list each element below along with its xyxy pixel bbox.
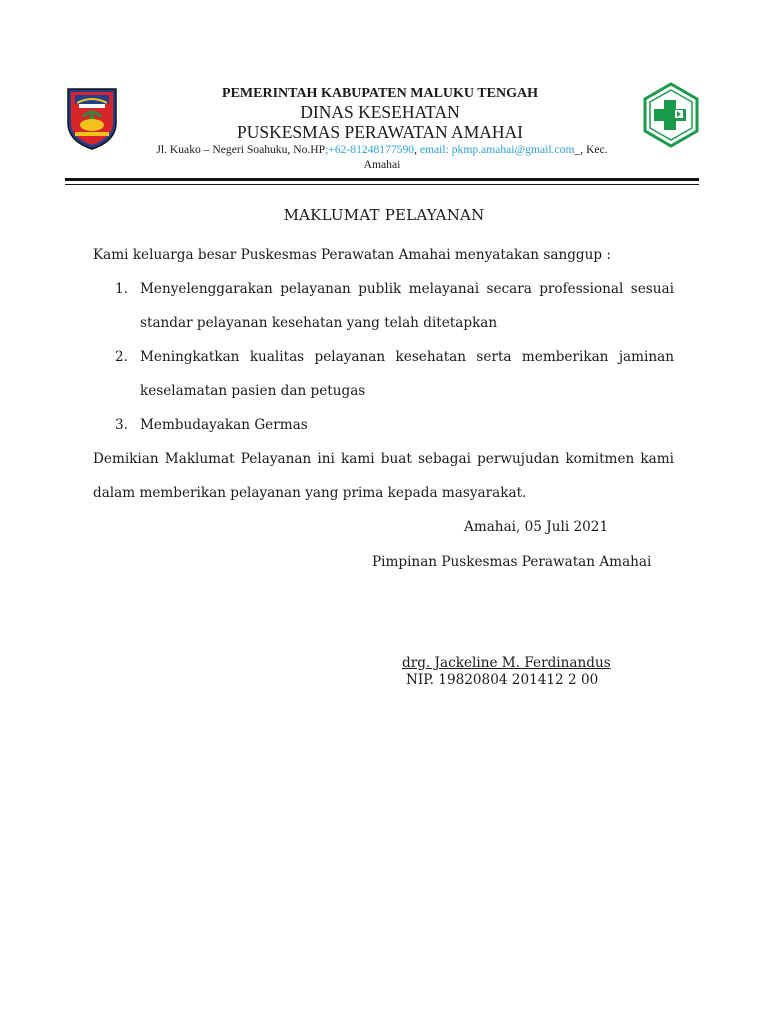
header-divider-thick [65,178,699,181]
list-item-text: Meningkatkan kualitas pelayanan kesehatan serta memberikan jaminan [140,349,674,365]
document-title: MAKLUMAT PELAYANAN [283,206,485,224]
government-name: PEMERINTAH KABUPATEN MALUKU TENGAH [222,86,538,101]
address-district: _, Kec. [574,143,608,156]
agency-name: DINAS KESEHATAN [300,102,460,122]
signatory-nip: NIP. 19820804 201412 2 00 [406,672,599,688]
list-item-number: 2. [115,349,128,365]
institution-name: PUSKESMAS PERAWATAN AMAHAI [237,122,523,142]
closing-paragraph-continued: dalam memberikan pelayanan yang prima kepada masyarakat. [93,485,527,501]
phone-number: ;+62-81248177590 [325,143,415,156]
list-item-number: 1. [115,281,128,297]
address-city: Amahai [363,158,401,171]
maluku-tengah-emblem-icon [65,87,119,151]
address-block [112,142,652,172]
email-address: email: pkmp.amahai@gmail.com [419,143,575,156]
list-item-text-continued: keselamatan pasien dan petugas [140,383,366,399]
address-street: Jl. Kuako – Negeri Soahuku, No.HP [156,143,326,156]
closing-paragraph: Demikian Maklumat Pelayanan ini kami buat sebagai perwujudan komitmen kami [93,451,674,467]
signatory-name: drg. Jackeline M. Ferdinandus [402,655,611,671]
list-item-number: 3. [115,417,128,433]
list-item-text: Membudayakan Germas [140,417,308,433]
address-separator: , [414,143,420,156]
intro-paragraph: Kami keluarga besar Puskesmas Perawatan Amahai menyatakan sanggup : [93,247,611,263]
signatory-position: Pimpinan Puskesmas Perawatan Amahai [372,554,652,570]
list-item-text-continued: standar pelayanan kesehatan yang telah ditetapkan [140,315,498,331]
header-divider-thin [65,184,699,185]
puskesmas-emblem-icon [642,82,700,148]
list-item-text: Menyelenggarakan pelayanan publik melayanai secara professional sesuai [140,281,674,297]
place-date: Amahai, 05 Juli 2021 [464,519,609,535]
